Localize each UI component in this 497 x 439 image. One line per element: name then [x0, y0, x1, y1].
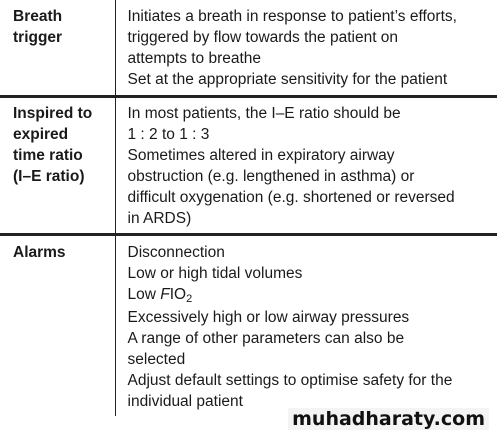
term-line: trigger — [13, 29, 63, 46]
desc-line: attempts to breathe — [127, 50, 262, 67]
description-cell — [115, 235, 497, 417]
desc-line: Set at the appropriate sensitivity for the patient — [127, 71, 448, 88]
desc-line-fio2 — [128, 284, 494, 307]
term-cell — [0, 0, 115, 97]
fio2-subscript: 2 — [186, 293, 193, 305]
desc-line: Initiates a breath in response to patient’s efforts, — [127, 8, 457, 25]
fio2-main: IO — [169, 286, 187, 303]
desc-line: In most patients, the I–E ratio should be — [127, 105, 401, 122]
term-line: Inspired to — [13, 105, 93, 122]
desc-line: selected — [127, 351, 186, 368]
description-cell — [115, 97, 497, 235]
desc-line: Excessively high or low airway pressures — [127, 309, 410, 326]
term-line: (I–E ratio) — [13, 168, 85, 185]
table-row-alarms — [0, 235, 497, 417]
term-cell — [0, 235, 115, 417]
desc-line: triggered by flow towards the patient on — [127, 29, 399, 46]
term-line: Alarms — [13, 244, 66, 261]
watermark: muhadharaty.com — [288, 408, 489, 430]
term-line: time ratio — [13, 147, 83, 164]
desc-line: in ARDS) — [127, 210, 192, 227]
desc-line: individual patient — [127, 393, 243, 410]
table-row-breath-trigger — [0, 0, 497, 97]
desc-line: difficult oxygenation (e.g. shortened or reversed — [127, 189, 455, 206]
desc-line: Sometimes altered in expiratory airway — [127, 147, 395, 164]
desc-line: 1 : 2 to 1 : 3 — [127, 126, 210, 143]
description-cell — [115, 0, 497, 97]
fio2-prefix: F — [160, 286, 170, 303]
table-row-ie-ratio — [0, 97, 497, 235]
desc-text: Low — [127, 286, 161, 303]
term-line: Breath — [13, 8, 63, 25]
desc-line: A range of other parameters can also be — [127, 330, 405, 347]
desc-line: Disconnection — [127, 244, 225, 261]
term-cell — [0, 97, 115, 235]
desc-line: Low or high tidal volumes — [127, 265, 303, 282]
desc-line: obstruction (e.g. lengthened in asthma) or — [127, 168, 415, 185]
term-line: expired — [13, 126, 69, 143]
desc-line: Adjust default settings to optimise safety for the — [127, 372, 453, 389]
